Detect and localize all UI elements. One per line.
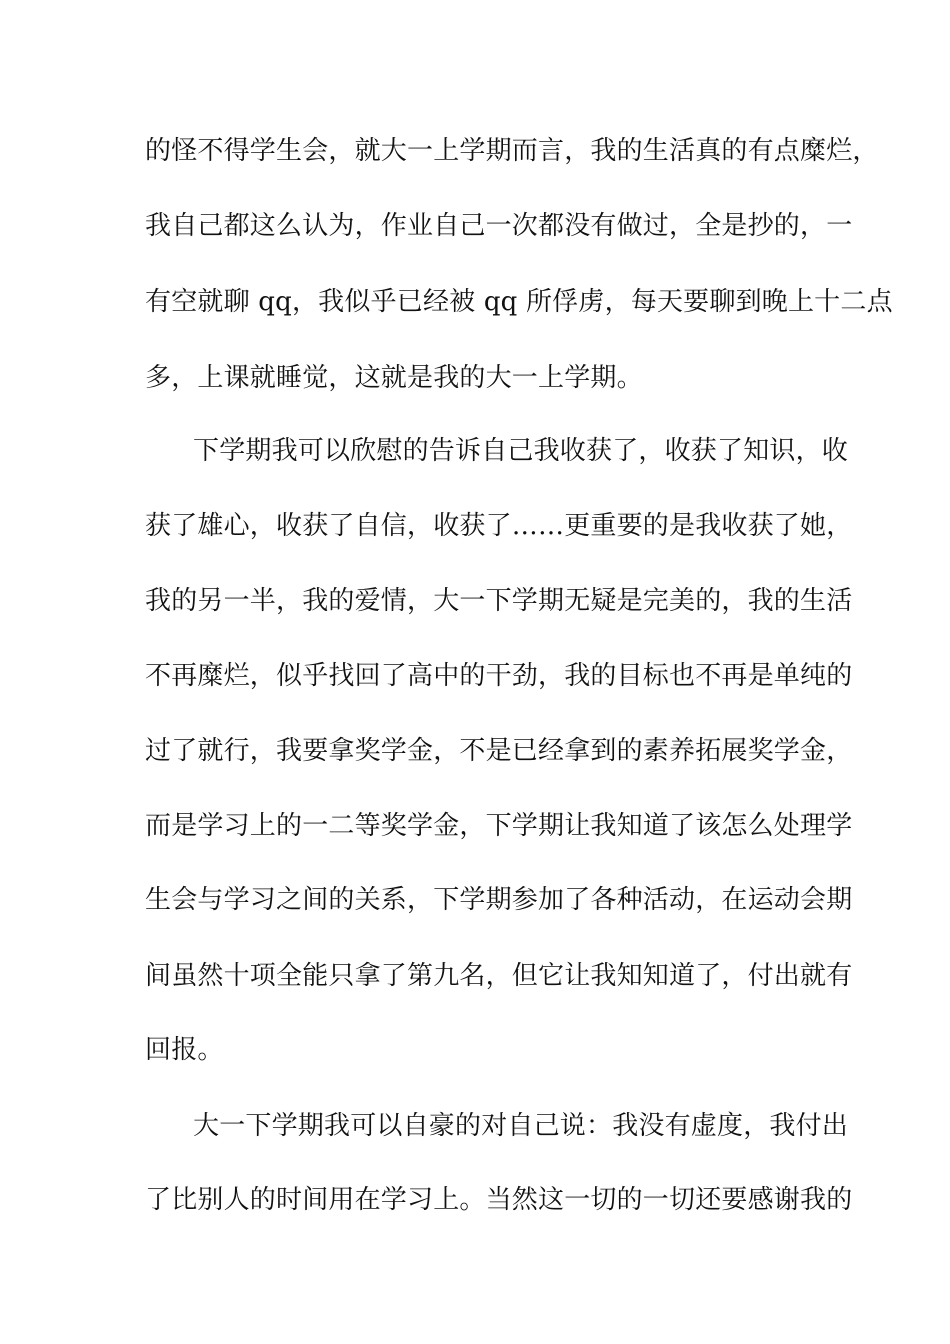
text-line-15: 了比别人的时间用在学习上。当然这一切的一切还要感谢我的 — [145, 1185, 853, 1215]
text-line-12: 间虽然十项全能只拿了第九名，但它让我知知道了，付出就有 — [145, 961, 853, 991]
text-line-13: 回报。 — [145, 1035, 224, 1065]
text-line-1: 的怪不得学生会，就大一上学期而言，我的生活真的有点糜烂， — [145, 136, 879, 166]
text-line-10: 而是学习上的一二等奖学金，下学期让我知道了该怎么处理学 — [145, 811, 853, 841]
text-line-4: 多，上课就睡觉，这就是我的大一上学期。 — [145, 363, 643, 393]
text-line-8: 不再糜烂，似乎找回了高中的干劲，我的目标也不再是单纯的 — [145, 661, 853, 691]
text-line-6: 获了雄心，收获了自信，收获了……更重要的是我收获了她， — [145, 511, 853, 541]
text-line-9: 过了就行，我要拿奖学金，不是已经拿到的素养拓展奖学金， — [145, 736, 853, 766]
text-line-11: 生会与学习之间的关系，下学期参加了各种活动，在运动会期 — [145, 885, 853, 915]
paragraph-start-line: 下学期我可以欣慰的告诉自己我收获了，收获了知识，收 — [193, 436, 849, 466]
text-line-2: 我自己都这么认为，作业自己一次都没有做过，全是抄的，一 — [145, 211, 853, 241]
text-line-3: 有空就聊 qq，我似乎已经被 qq 所俘虏，每天要聊到晚上十二点 — [145, 287, 893, 317]
paragraph-start-line: 大一下学期我可以自豪的对自己说：我没有虚度，我付出 — [193, 1111, 849, 1141]
text-line-7: 我的另一半，我的爱情，大一下学期无疑是完美的，我的生活 — [145, 586, 853, 616]
